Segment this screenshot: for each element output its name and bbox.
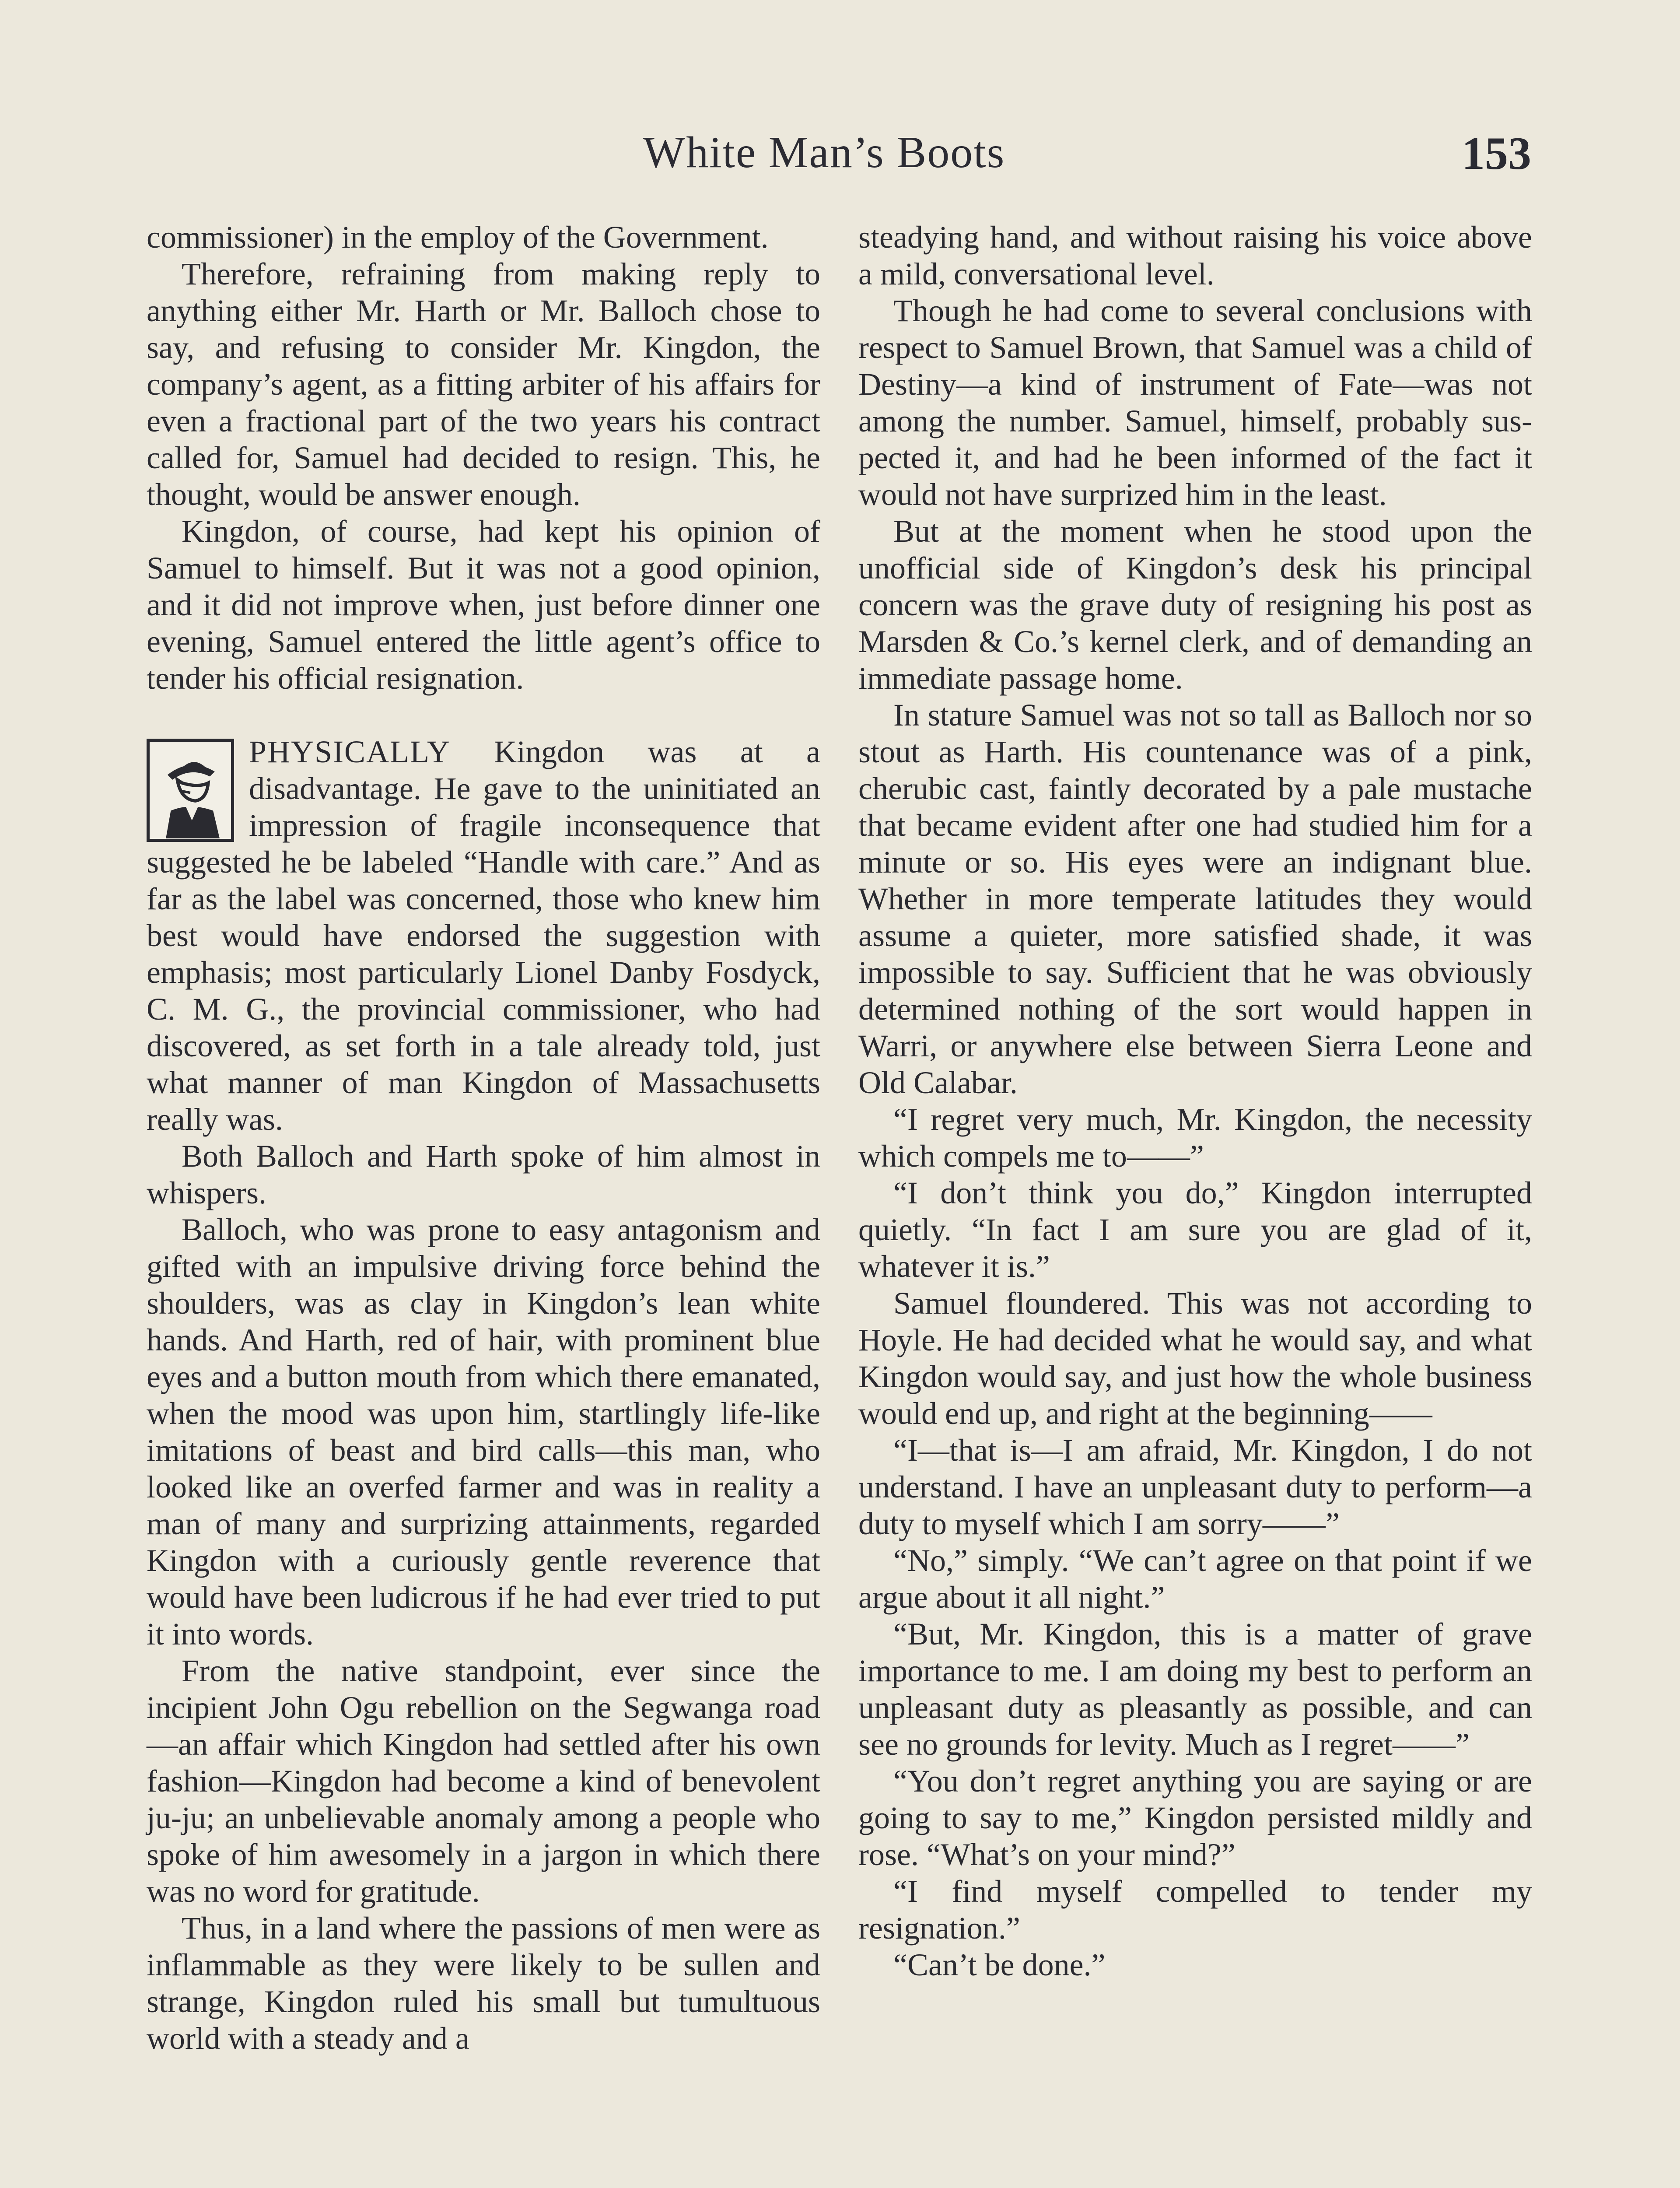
paragraph-text: Kingdon, of course, had kept his opinion of Samuel to himself. But it was not a good opinion, and it did not improve when, just before dinner one evening, Samuel entered the little agent’s office to tender his official resignation. <box>147 514 820 696</box>
paragraph-text: steadying hand, and without raising his voice above a mild, conversational level. <box>858 220 1532 291</box>
paragraph <box>858 513 1532 697</box>
paragraph-text: “I find myself compelled to tender my resignation.” <box>858 1874 1532 1946</box>
paragraph <box>147 733 820 1138</box>
paragraph-text: “You don’t regret anything you are saying or are going to say to me,” Kingdon persisted mildly and rose. “What’s on your mind?” <box>858 1764 1532 1872</box>
paragraph <box>858 1873 1532 1946</box>
paragraph <box>147 1138 820 1211</box>
paragraph-text: But at the moment when he stood upon the unofficial side of Kingdon’s desk his principal concern was the grave duty of resigning his post as Marsden & Co.’s kernel clerk, and of demanding an immediate passage home. <box>858 514 1532 696</box>
paragraph-text: Both Balloch and Harth spoke of him almost in whispers. <box>147 1139 820 1210</box>
paragraph <box>858 697 1532 1101</box>
paragraph-text: Kingdon was at a disadvantage. He gave to the uninitiated an impression of fragile inconsequence that suggested he be labeled “Handle with care.” And as far as the label was concerned, those who knew him best would have endorsed the suggestion with emphasis; most particularly Lionel Danby Fosdyck, C. M. G., the provincial commissioner, who had discovered, as set forth in a tale already told, just what manner of man Kingdon of Massachusetts really was. <box>147 734 820 1137</box>
paragraph <box>858 292 1532 513</box>
paragraph <box>147 219 820 256</box>
right-column <box>858 219 1532 1983</box>
paragraph-text: Balloch, who was prone to easy antagonism and gifted with an impulsive driving force behind the shoulders, was as clay in Kingdon’s lean white hands. And Harth, red of hair, with prominent blue eyes and a button mouth from which there emanated, when the mood was upon him, startlingly life-like imitations of beast and bird calls—this man, who looked like an overfed farmer and was in reality a man of many and surprizing attainments, regarded Kingdon with a curiously gentle reverence that would have been ludicrous if he had ever tried to put it into words. <box>147 1212 820 1652</box>
paragraph <box>858 1946 1532 1983</box>
running-title: White Man’s Boots <box>643 128 1005 177</box>
paragraph-text: Though he had come to several conclusions with respect to Samuel Brown, that Samuel was a child of Destiny—a kind of instrument of Fate—was not among the number. Samuel, himself, probably suspected it, and had he been informed of the fact it would not have surprized him in the least. <box>858 293 1532 512</box>
paragraph <box>147 1211 820 1652</box>
paragraph <box>858 219 1532 292</box>
paragraph-text: “No,” simply. “We can’t agree on that point if we argue about it all night.” <box>858 1543 1532 1615</box>
paragraph-text: “I—that is—I am afraid, Mr. Kingdon, I do not understand. I have an unpleasant duty to perform—a duty to myself which I am sorry——” <box>858 1433 1532 1541</box>
paragraph-text: commissioner) in the employ of the Government. <box>147 220 769 255</box>
paragraph <box>858 1175 1532 1285</box>
paragraph <box>147 1910 820 2057</box>
paragraph <box>147 1652 820 1910</box>
paragraph-text: “I don’t think you do,” Kingdon interrupted quietly. “In fact I am sure you are glad of it, whatever it is.” <box>858 1175 1532 1284</box>
paragraph <box>858 1101 1532 1175</box>
paragraph <box>858 1285 1532 1432</box>
paragraph-text: Thus, in a land where the passions of men were as inflammable as they were likely to be sullen and strange, Kingdon ruled his small but tumultuous world with a steady and a <box>147 1911 820 2056</box>
paragraph-text: From the native standpoint, ever since the incipient John Ogu rebellion on the Segwanga road—an affair which Kingdon had settled after his own fashion—Kingdon had become a kind of benevolent ju-ju; an unbelievable anomaly among a people who spoke of him awesomely in a jargon in which there was no word for gratitude. <box>147 1653 820 1909</box>
paragraph-text: “But, Mr. Kingdon, this is a matter of grave importance to me. I am doing my best to perform an unpleasant duty as pleasantly as possible, and can see no grounds for levity. Much as I regret——” <box>858 1616 1532 1762</box>
running-header <box>0 127 1680 193</box>
lead-caps: PHYSICALLY <box>249 734 451 769</box>
paragraph <box>858 1432 1532 1542</box>
paragraph <box>858 1763 1532 1873</box>
paragraph-text: “Can’t be done.” <box>893 1947 1106 1982</box>
paragraph-text: Samuel floundered. This was not according to Hoyle. He had decided what he would say, and what Kingdon would say, and just how the whole business would end up, and right at the beginning—— <box>858 1286 1532 1431</box>
paragraph-text: Therefore, refraining from making reply to anything either Mr. Harth or Mr. Balloch chose to say, and refusing to consider Mr. Kingdon, the company’s agent, as a fitting arbiter of his affairs for even a fractional part of the two years his contract called for, Samuel had decided to resign. This, he thought, would be answer enough. <box>147 256 820 512</box>
paragraph-text: In stature Samuel was not so tall as Balloch nor so stout as Harth. His countenance was of a pink, cherubic cast, faintly decorated by a pale mustache that became evident after one had studied him for a minute or so. His eyes were an indignant blue. Whether in more temperate latitudes they would assume a quieter, more satisfied shade, it was impossible to say. Sufficient that he was obviously determined nothing of the sort would happen in Warri, or anywhere else between Sierra Leone and Old Calabar. <box>858 698 1532 1100</box>
paragraph <box>858 1616 1532 1763</box>
man-with-hat-icon <box>147 739 234 842</box>
paragraph <box>147 256 820 513</box>
left-column <box>147 219 820 2057</box>
page-number: 153 <box>1462 128 1531 179</box>
paragraph <box>858 1542 1532 1616</box>
paragraph <box>147 513 820 697</box>
paragraph-text: “I regret very much, Mr. Kingdon, the necessity which compels me to——” <box>858 1102 1532 1174</box>
